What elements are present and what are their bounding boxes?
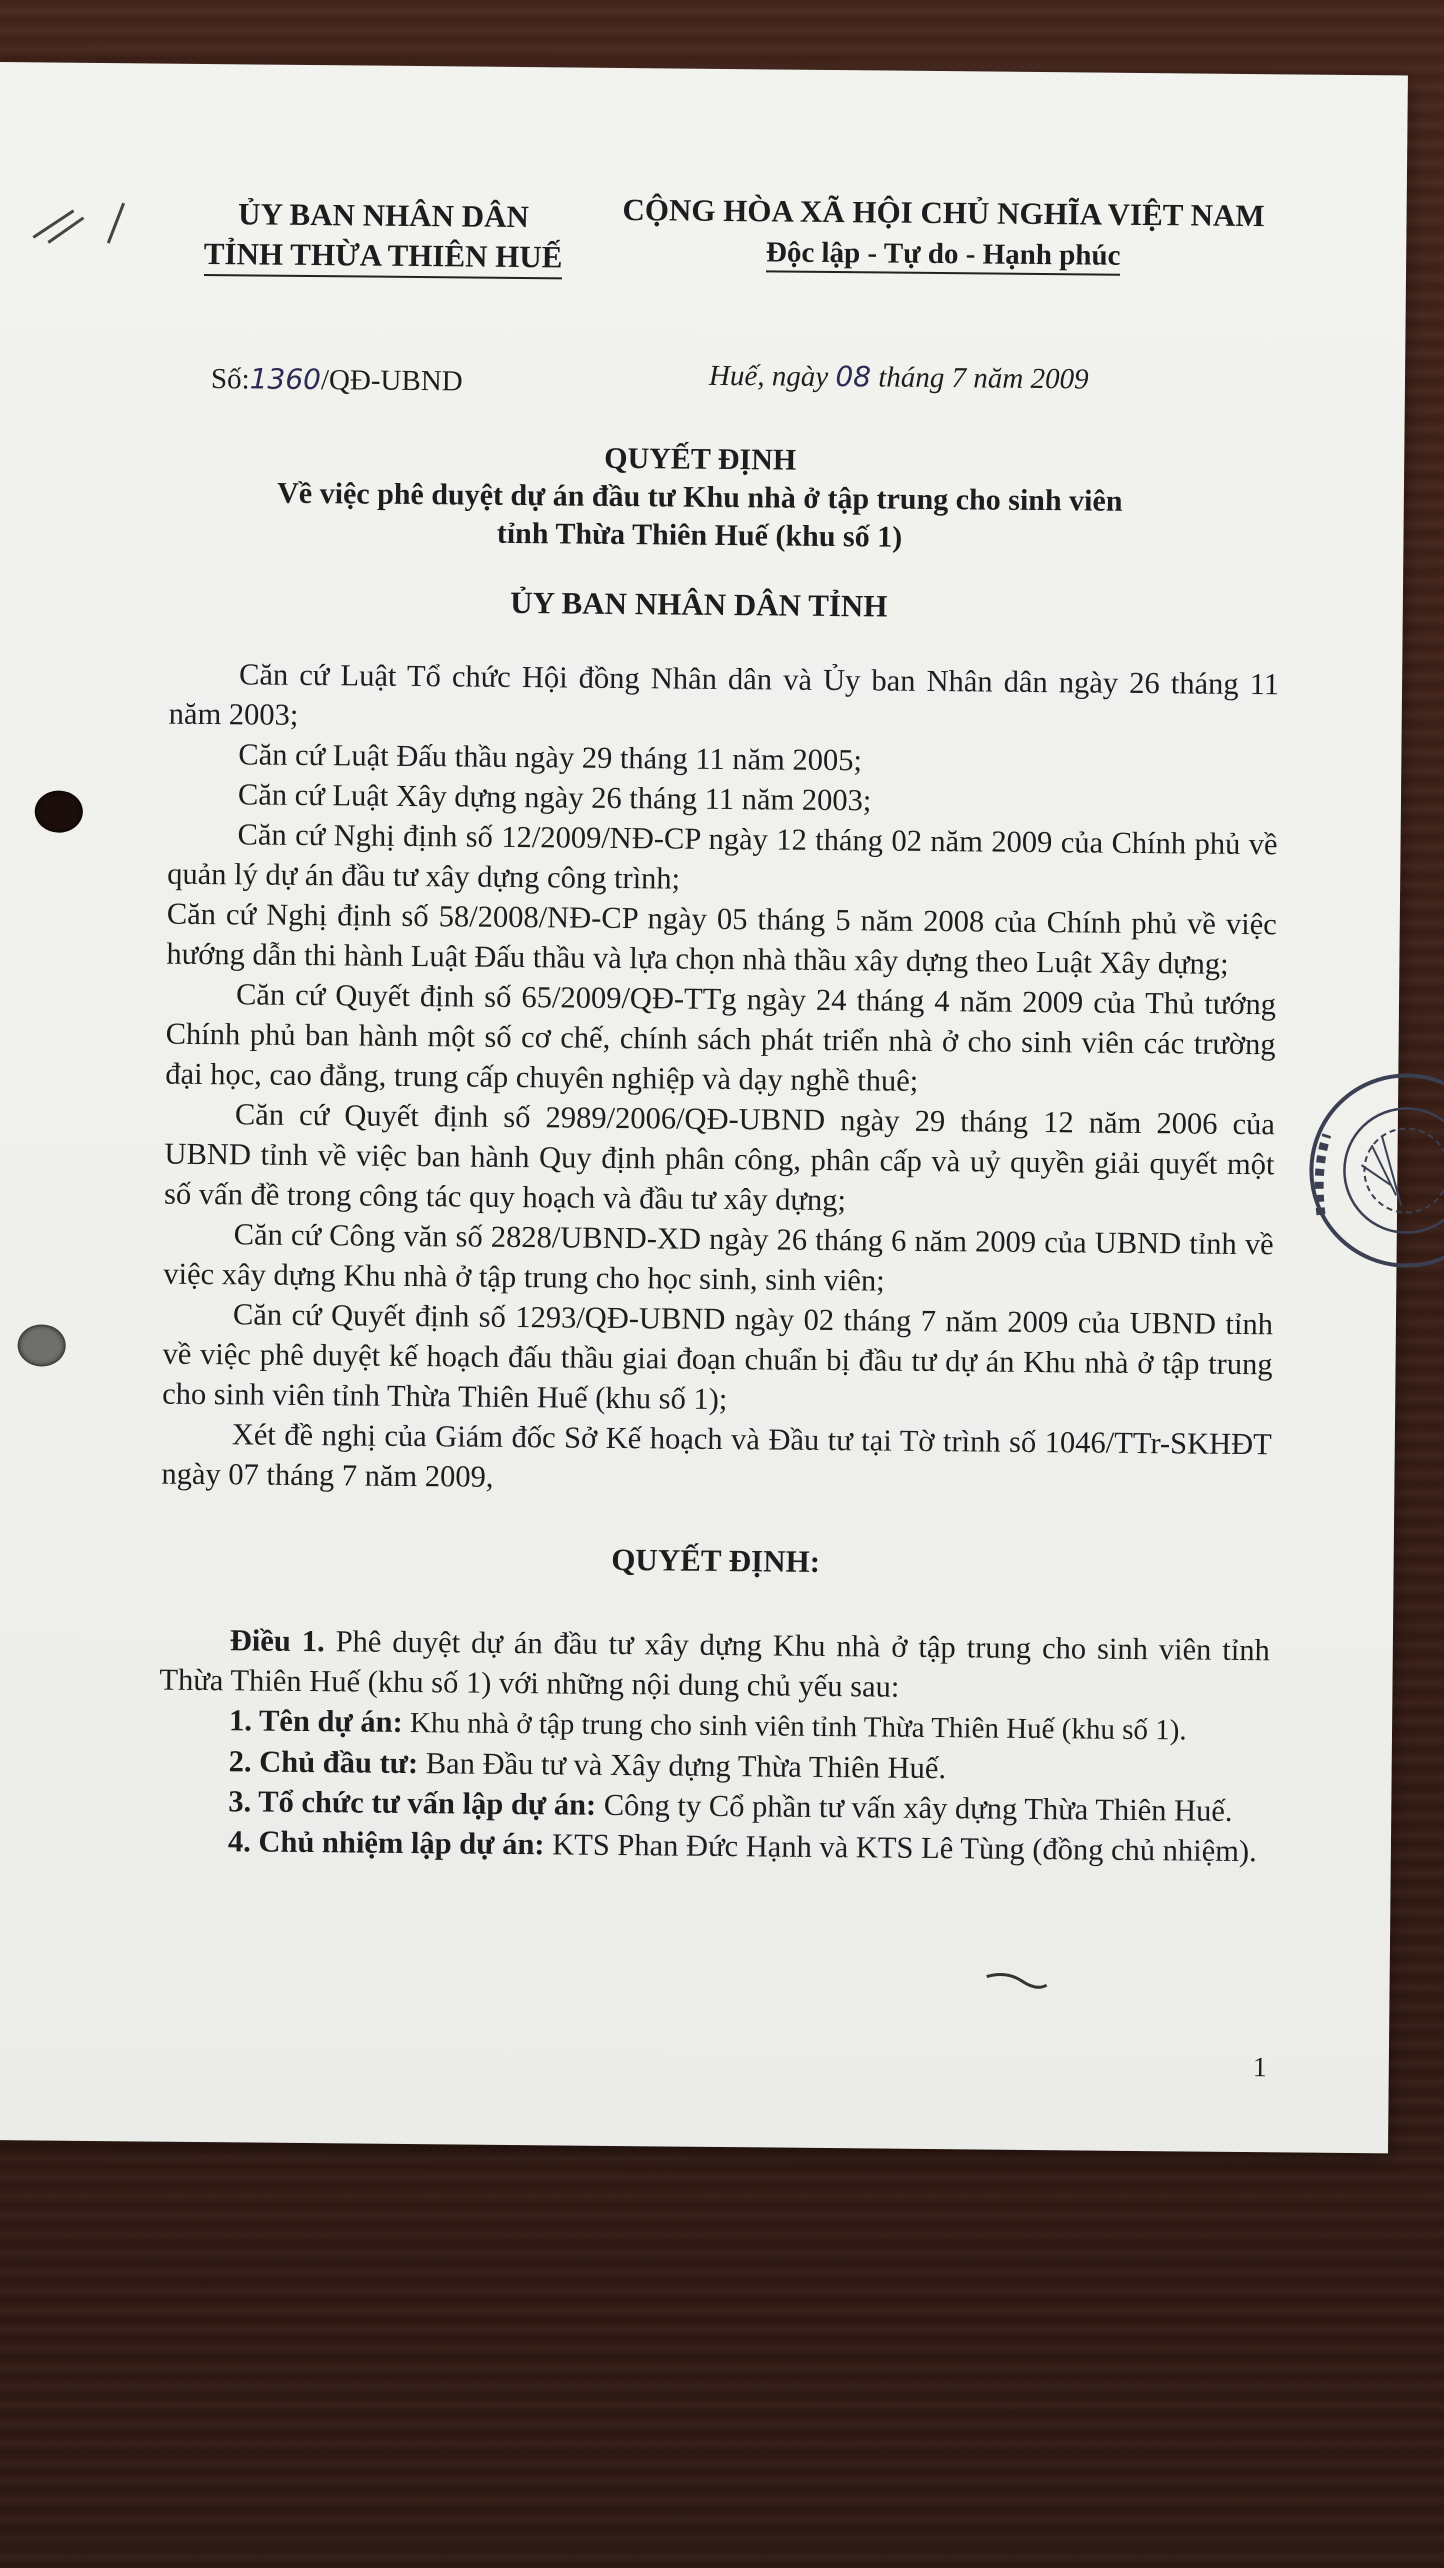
document-body (158, 654, 1280, 1872)
subject-line-1: Về việc phê duyệt dự án đầu tư Khu nhà ở tập trung cho sinh viên (277, 476, 1123, 518)
legal-basis-2: Căn cứ Luật Đấu thầu ngày 29 tháng 11 năm 2005; (238, 737, 863, 778)
authority-heading: ỦY BAN NHÂN DÂN TỈNH (510, 584, 888, 624)
legal-basis-1: Căn cứ Luật Tổ chức Hội đồng Nhân dân và Ủy ban Nhân dân ngày 26 tháng 11 năm 2003; (168, 657, 1280, 732)
legal-basis-4: Căn cứ Nghị định số 12/2009/NĐ-CP ngày 12 tháng 02 năm 2009 của Chính phủ về quản lý dự án đầu tư xây dựng công trình; (167, 817, 1278, 896)
legal-basis-6: Căn cứ Quyết định số 65/2009/QĐ-TTg ngày 24 tháng 4 năm 2009 của Thủ tướng Chính phủ ban hành một số cơ chế, chính sách phát triển nhà ở cho sinh viên các trường đại học, cao đẳng, trung cấp chuyên nghiệp và dạy nghề thuê; (165, 977, 1277, 1098)
article-1: Điều 1. Phê duyệt dự án đầu tư xây dựng Khu nhà ở tập trung cho sinh viên tỉnh Thừa Thiên Huế (khu số 1) với những nội dung chủ yếu sau: (159, 1623, 1270, 1704)
legal-basis-9: Căn cứ Quyết định số 1293/QĐ-UBND ngày 02 tháng 7 năm 2009 của UBND tỉnh về việc phê duyệt kế hoạch đấu thầu giai đoạn chuẩn bị đầu tư dự án Khu nhà ở tập trung cho sinh viên tỉnh Thừa Thiên Huế (khu số 1); (162, 1297, 1274, 1417)
item-project-lead: 4. Chủ nhiệm lập dự án: KTS Phan Đức Hạnh và KTS Lê Tùng (đồng chủ nhiệm). (227, 1824, 1257, 1869)
item-investor: 2. Chủ đầu tư: Ban Đầu tư và Xây dựng Thừa Thiên Huế. (228, 1744, 947, 1786)
decision-heading: QUYẾT ĐỊNH (604, 441, 797, 477)
ink-smudge (981, 1967, 1051, 1998)
punch-hole-lower (17, 1324, 65, 1366)
national-motto: Độc lập - Tự do - Hạnh phúc (598, 230, 1288, 278)
item-project-name: 1. Tên dự án: Khu nhà ở tập trung cho sinh viên tỉnh Thừa Thiên Huế (khu số 1). (228, 1703, 1187, 1747)
issuing-authority-line2: TỈNH THỪA THIÊN HUẾ (188, 234, 578, 280)
page-number: 1 (1252, 2052, 1267, 2084)
official-seal-stamp (1300, 1065, 1444, 1276)
document-date: Huế, ngày 08 tháng 7 năm 2009 (708, 359, 1089, 396)
legal-basis-7: Căn cứ Quyết định số 2989/2006/QĐ-UBND ngày 29 tháng 12 năm 2006 của UBND tỉnh về việc ban hành Quy định phân công, phân cấp và uỷ quyền giải quyết một số vấn đề trong công tác quy hoạch và đầu tư xây dựng; (163, 1097, 1276, 1218)
legal-basis-8: Căn cứ Công văn số 2828/UBND-XD ngày 26 tháng 6 năm 2009 của UBND tỉnh về việc xây dựng Khu nhà ở tập trung cho học sinh, sinh viên; (163, 1217, 1274, 1298)
decision-section-heading: QUYẾT ĐỊNH: (611, 1541, 821, 1579)
subject-line-2: tỉnh Thừa Thiên Huế (khu số 1) (496, 516, 903, 554)
proposal-paragraph: Xét đề nghị của Giám đốc Sở Kế hoạch và Đầu tư tại Tờ trình số 1046/TTr-SKHĐT ngày 07 tháng 7 năm 2009, (161, 1417, 1272, 1494)
issuing-authority-line1: ỦY BAN NHÂN DÂN (237, 196, 530, 235)
legal-basis-5: Căn cứ Nghị định số 58/2008/NĐ-CP ngày 05 tháng 5 năm 2008 của Chính phủ về việc hướng dẫn thi hành Luật Đấu thầu và lựa chọn nhà thầu xây dựng theo Luật Xây dựng; (166, 896, 1277, 981)
nation-name: CỘNG HÒA XÃ HỘI CHỦ NGHĨA VIỆT NAM (622, 191, 1265, 234)
stray-pen-marks (28, 182, 149, 253)
issuing-authority (188, 194, 579, 280)
handwritten-day: 08 (835, 360, 872, 394)
item-consultant: 3. Tổ chức tư vấn lập dự án: Công ty Cổ phần tư vấn xây dựng Thừa Thiên Huế. (228, 1784, 1233, 1828)
handwritten-number: 1360 (249, 362, 322, 397)
document-number: Số:1360/QĐ-UBND (210, 362, 463, 398)
document-page (0, 62, 1408, 2153)
punch-hole-upper (35, 790, 83, 832)
legal-basis-3: Căn cứ Luật Xây dựng ngày 26 tháng 11 năm 2003; (237, 777, 872, 818)
national-heading (598, 190, 1289, 278)
